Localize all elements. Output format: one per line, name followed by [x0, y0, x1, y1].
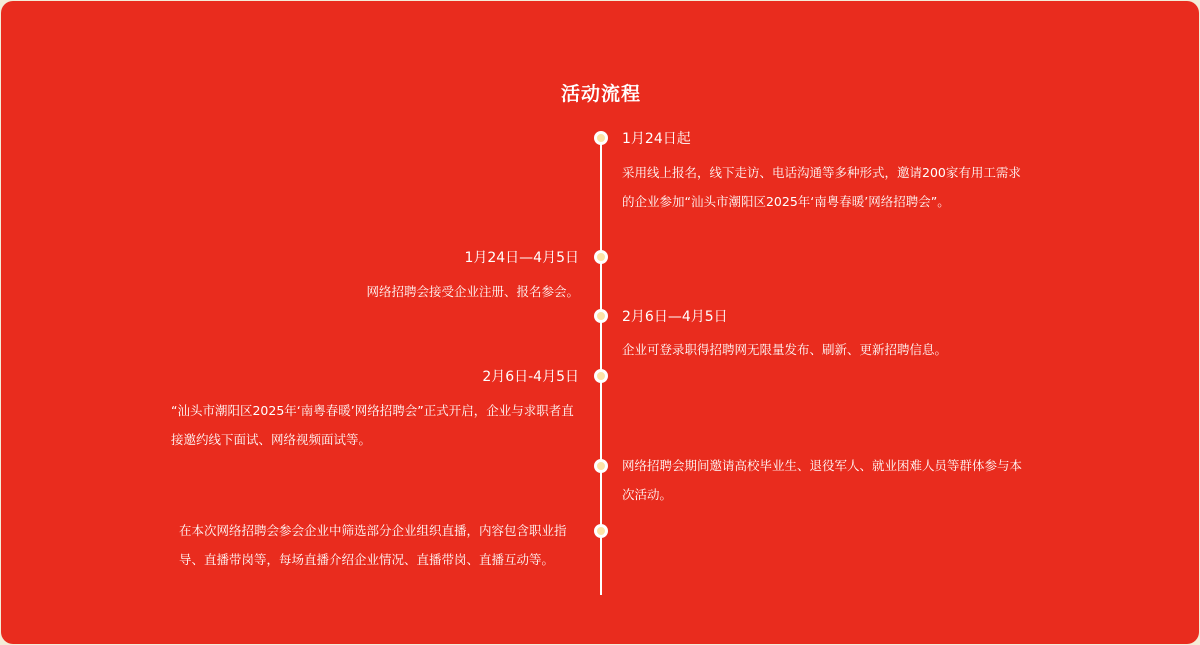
- timeline-dot-6: [594, 524, 608, 538]
- timeline-dot-3: [594, 309, 608, 323]
- timeline-desc-5: 网络招聘会期间邀请高校毕业生、退役军人、就业困难人员等群体参与本次活动。: [622, 458, 1023, 502]
- timeline-date-4: 2月6日-4月5日: [482, 369, 579, 385]
- timeline-dot-2: [594, 250, 608, 264]
- timeline-date-1: 1月24日起: [622, 131, 691, 147]
- timeline-desc-6: 在本次网络招聘会参会企业中筛选部分企业组织直播，内容包含职业指导、直播带岗等，每场直播介绍企业情况、直播带岗、直播互动等。: [179, 523, 567, 567]
- activity-panel: [1, 1, 1199, 644]
- section-title: 活动流程: [560, 83, 641, 105]
- timeline-desc-1: 采用线上报名，线下走访、电话沟通等多种形式，邀请200家有用工需求的企业参加“汕头市潮阳区2025年‘南粤春暖’网络招聘会”。: [622, 165, 1021, 209]
- timeline-desc-4: “汕头市潮阳区2025年‘南粤春暖’网络招聘会”正式开启，企业与求职者直接邀约线下面试、网络视频面试等。: [171, 403, 574, 447]
- timeline-date-2: 1月24日—4月5日: [464, 250, 579, 266]
- timeline-dot-1: [594, 131, 608, 145]
- timeline-desc-2: 网络招聘会接受企业注册、报名参会。: [366, 284, 579, 299]
- timeline-desc-3: 企业可登录职得招聘网无限量发布、刷新、更新招聘信息。: [622, 342, 948, 357]
- timeline-dot-5: [594, 459, 608, 473]
- timeline-date-3: 2月6日—4月5日: [622, 309, 728, 325]
- timeline-dot-4: [594, 369, 608, 383]
